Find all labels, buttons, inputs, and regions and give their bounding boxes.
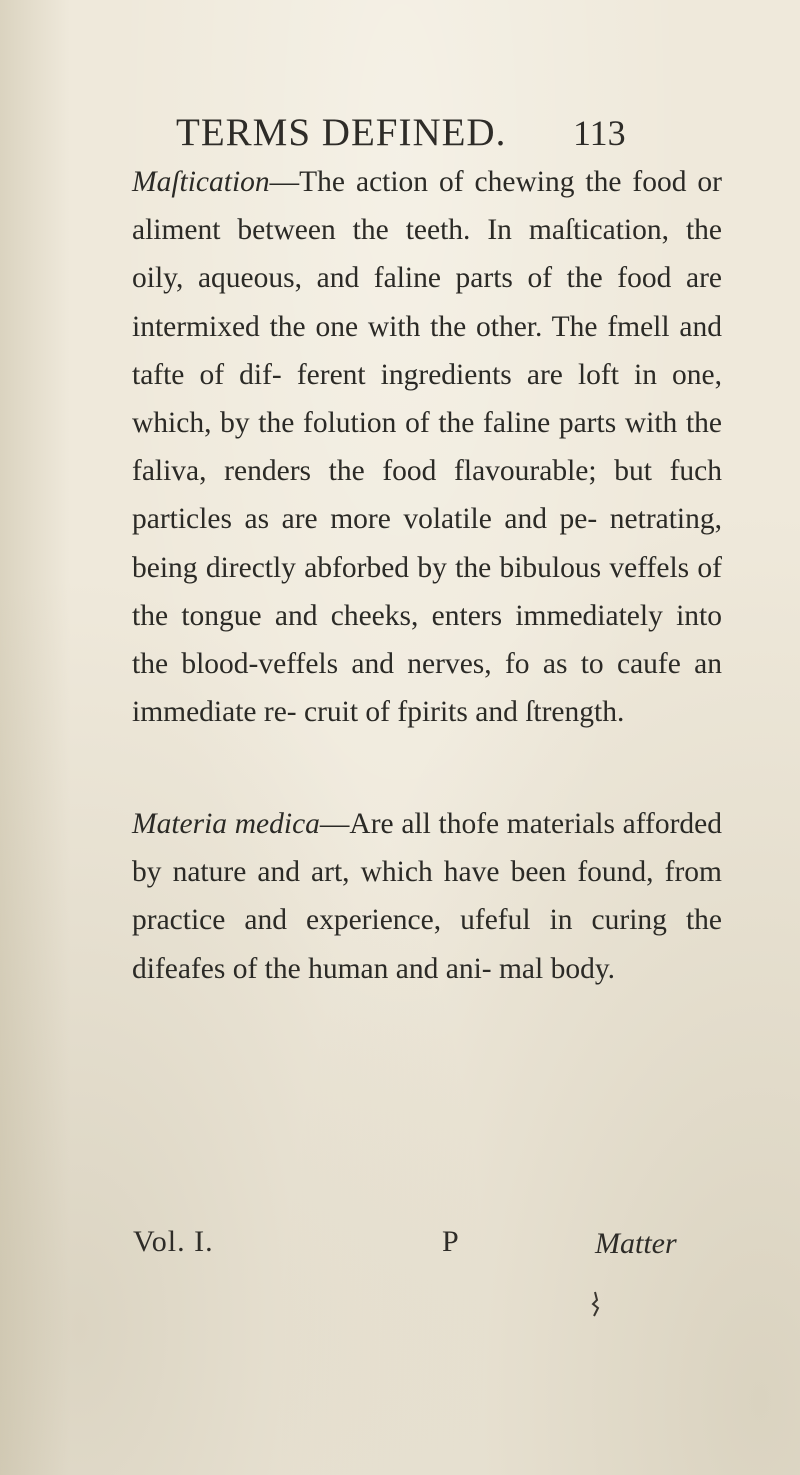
- entry-term: Materia medica: [132, 808, 320, 840]
- definition-entry: [132, 800, 722, 993]
- definition-entry: [132, 158, 722, 736]
- volume-marker: Vol. I.: [133, 1225, 214, 1258]
- page-header: [0, 110, 800, 160]
- running-head: TERMS DEFINED.: [176, 111, 507, 154]
- page-number: 113: [573, 113, 626, 153]
- ink-speck-icon: [585, 1290, 605, 1320]
- entry-definition: —Are all thofe materials afforded by nature and art, which have been found, from practice and experience, ufeful in curing the difeafes of the human and ani- mal body.: [132, 808, 722, 985]
- signature-mark: P: [442, 1225, 459, 1258]
- entry-definition: —The action of chewing the food or aliment between the teeth. In maſtication, the oily, aqueous, and faline parts of the food are intermixed the one with the other. The fmell and tafte of dif- ferent ingredients are loft in one, which, by the folution of the faline parts with the faliva, renders the food flavourable; but fuch particles as are more volatile and pe- netrating, being directly abforbed by the bibulous veffels of the tongue and cheeks, enters immediately into the blood-veffels and nerves, fo as to caufe an immediate re- cruit of fpirits and ſtrength.: [132, 166, 722, 729]
- page-footer: [0, 1225, 800, 1275]
- entry-term: Maſtication: [132, 166, 270, 198]
- catchword: Matter: [595, 1227, 677, 1260]
